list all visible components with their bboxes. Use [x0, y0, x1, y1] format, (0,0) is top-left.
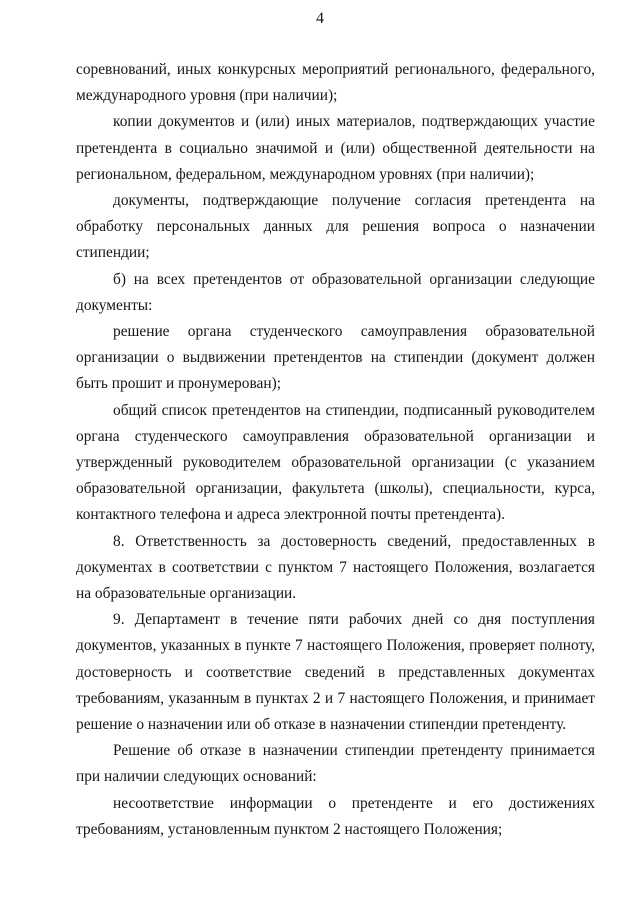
- page-number: 4: [316, 10, 324, 27]
- paragraph-clause-8: 8. Ответственность за достоверность сведений, предоставленных в документах в соответствии с пунктом 7 настоящего Положения, возлагается на образовательные организации.: [76, 532, 595, 603]
- paragraph-candidate-list: общий список претендентов на стипендии, подписанный руководителем органа студенческого самоуправления образовательной организации и утвержденный руководителем образовательной организации (с указанием образовательной организации, факультета (школы), специальности, курса, контактного телефона и адреса электронной почты претендента).: [76, 401, 595, 524]
- paragraph-item-b: б) на всех претендентов от образовательной организации следующие документы:: [76, 270, 595, 314]
- paragraph-clause-9: 9. Департамент в течение пяти рабочих дней со дня поступления документов, указанных в пункте 7 настоящего Положения, проверяет полноту, достоверность и соответствие сведений в представленных документах требованиям, указанным в пунктах 2 и 7 настоящего Положения, и принимает решение о назначении или об отказе в назначении стипендии претенденту.: [76, 611, 595, 734]
- paragraph-refusal-grounds: Решение об отказе в назначении стипендии претенденту принимается при наличии следующих оснований:: [76, 742, 595, 786]
- paragraph-copies-of-documents: копии документов и (или) иных материалов, подтверждающих участие претендента в социально значимой и (или) общественной деятельности на региональном, федеральном, международном уровнях (при наличии);: [76, 113, 595, 183]
- paragraph-student-council-decision: решение органа студенческого самоуправления образовательной организации о выдвижении претендентов на стипендии (документ должен быть прошит и пронумерован);: [76, 323, 595, 393]
- paragraph-continuation: соревнований, иных конкурсных мероприятий регионального, федерального, международного уровня (при наличии);: [76, 61, 595, 105]
- paragraph-consent-documents: документы, подтверждающие получение согласия претендента на обработку персональных данных для решения вопроса о назначении стипендии;: [76, 192, 595, 262]
- paragraph-mismatch: несоответствие информации о претенденте и его достижениях требованиям, установленным пунктом 2 настоящего Положения;: [76, 794, 595, 838]
- document-body: [76, 57, 595, 843]
